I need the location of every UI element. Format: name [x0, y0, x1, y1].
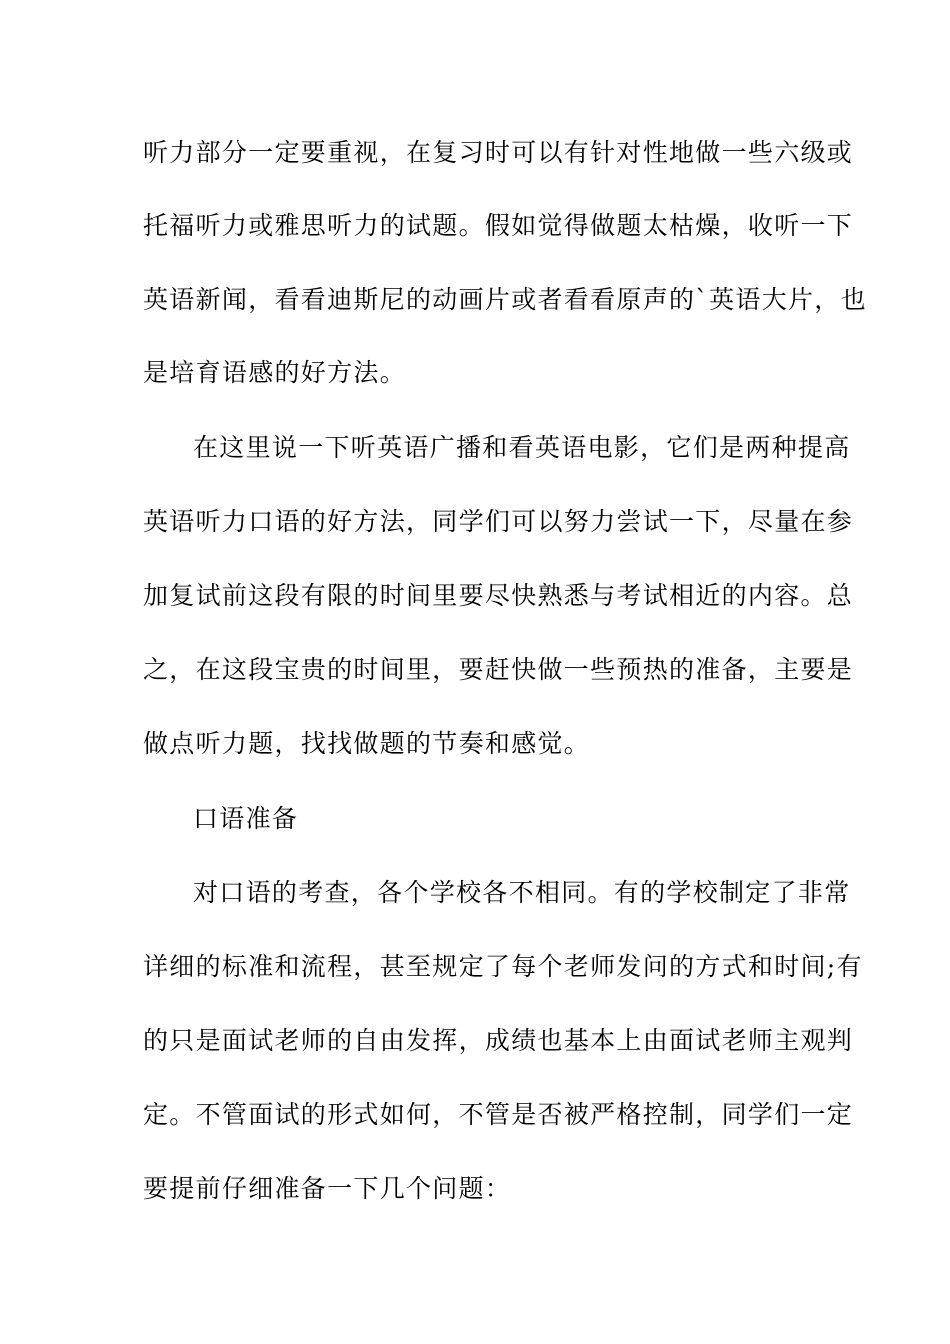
text-line: 对口语的考查，各个学校各不相同。有的学校制定了非常: [193, 878, 851, 907]
text-line: 是培育语感的好方法。: [143, 358, 407, 387]
text-line: 定。不管面试的形式如何，不管是否被严格控制，同学们一定: [143, 1100, 854, 1129]
text-line: 要提前仔细准备一下几个问题：: [143, 1174, 512, 1203]
text-line: 加复试前这段有限的时间里要尽快熟悉与考试相近的内容。总: [143, 581, 854, 610]
text-line: 详细的标准和流程，甚至规定了每个老师发问的方式和时间;有: [143, 952, 863, 981]
text-line: 托福听力或雅思听力的试题。假如觉得做题太枯燥，收听一下: [143, 211, 854, 240]
text-line: 在这里说一下听英语广播和看英语电影，它们是两种提高: [193, 433, 851, 462]
text-line: 之，在这段宝贵的时间里，要赶快做一些预热的准备，主要是: [143, 655, 854, 684]
text-line: 的只是面试老师的自由发挥，成绩也基本上由面试老师主观判: [143, 1026, 854, 1055]
text-line: 英语新闻，看看迪斯尼的动画片或者看看原声的`英语大片，也: [143, 285, 867, 314]
text-line: 做点听力题，找找做题的节奏和感觉。: [143, 729, 591, 758]
text-line: 英语听力口语的好方法，同学们可以努力尝试一下，尽量在参: [143, 507, 854, 536]
text-line: 听力部分一定要重视，在复习时可以有针对性地做一些六级或: [143, 138, 854, 167]
section-heading: 口语准备: [193, 804, 299, 833]
